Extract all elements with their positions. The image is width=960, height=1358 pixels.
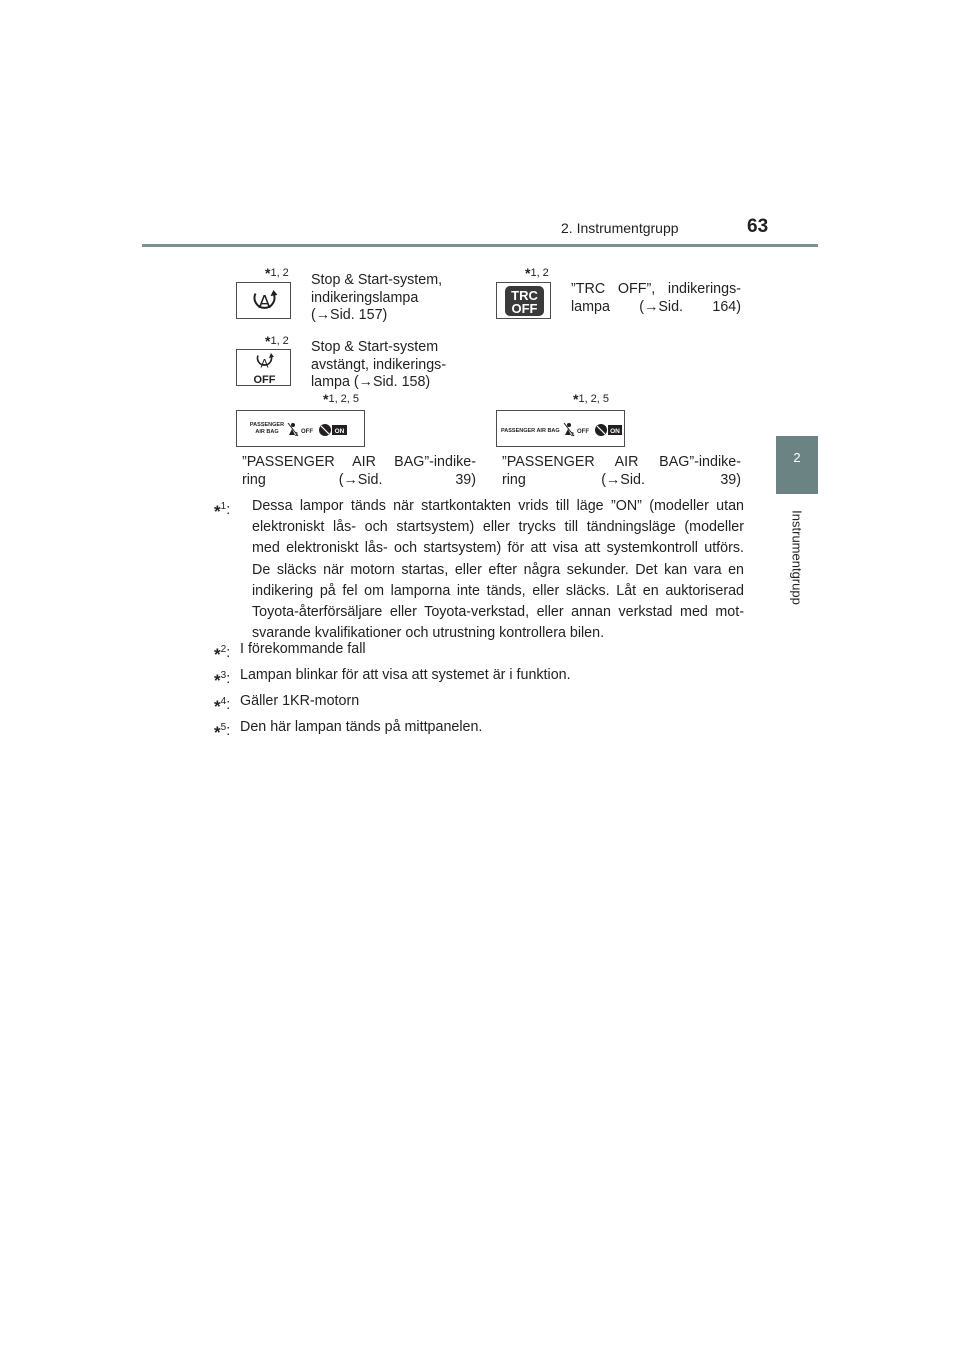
svg-text:ON: ON — [610, 428, 620, 435]
svg-text:ON: ON — [334, 428, 345, 435]
indicator-superscript: *1, 2, 5 — [323, 391, 360, 407]
footnote: *$^3$: Lampan blinkar för att visa att systemet är i funktion. — [214, 667, 571, 690]
airbag-off-symbol — [564, 423, 574, 438]
footnote: *$^1$: Dessa lampor tänds när startkontakten vrids till läge ”ON” (modeller utan elektroniskt lås- och startsystem) eller trycks till tändningsläge (modeller med elektroniskt lås- och startsystem) för att visa att systemkontroll utförs. De släcks när motorn startas, eller efter några sekunder. Det kan vara en indikering på fel om lamporna inte tänds, eller släcks. Låt en auktoriserad Toyota-återförsäljare eller Toyota-verkstad, eller annan verkstad med mot- svarande kvalifikationer och utrustning kontrollera bilen. — [214, 498, 744, 642]
airbag-off-symbol — [288, 423, 298, 438]
trc-off-icon — [496, 282, 551, 319]
svg-text:TRC: TRC — [511, 288, 538, 303]
chapter-tab-label: Instrumentgrupp — [789, 510, 805, 605]
svg-text:OFF: OFF — [253, 374, 276, 386]
indicator-superscript: *1, 2, 5 — [573, 391, 610, 407]
svg-text:2: 2 — [571, 432, 574, 438]
stop-start-a-icon — [236, 282, 291, 319]
svg-text:PASSENGER: PASSENGER — [249, 422, 285, 428]
svg-text:A: A — [258, 292, 271, 312]
indicator-description: ”PASSENGER AIR BAG”-indike- ring (→Sid. 39) — [502, 454, 741, 488]
indicator-description: Stop & Start-system avstängt, indikerings- lampa (→Sid. 158) — [311, 339, 447, 390]
indicator-description: Stop & Start-system, indikeringslampa (→Sid. 157) — [311, 272, 443, 323]
indicator-description: ”TRC OFF”, indikerings- lampa (→Sid. 164) — [571, 281, 741, 315]
svg-text:AIR BAG: AIR BAG — [255, 429, 279, 435]
svg-text:2: 2 — [295, 432, 298, 438]
footnote: *$^5$: Den här lampan tänds på mittpanelen. — [214, 719, 483, 742]
footnote: *$^4$: Gäller 1KR-motorn — [214, 693, 360, 716]
svg-text:OFF: OFF — [301, 429, 313, 435]
header-divider — [142, 244, 818, 247]
svg-text:PASSENGER AIR BAG: PASSENGER AIR BAG — [501, 428, 560, 434]
svg-text:OFF: OFF — [577, 429, 589, 435]
chapter-tab-number: 2 — [793, 450, 801, 465]
page-number: 63 — [747, 216, 769, 237]
svg-text:OFF: OFF — [511, 301, 538, 316]
indicator-superscript: *1, 2 — [265, 265, 289, 281]
indicator-superscript: *1, 2 — [265, 333, 289, 349]
stop-start-off-icon — [236, 349, 291, 386]
passenger-airbag-panel-icon — [236, 410, 365, 447]
passenger-airbag-panel-icon — [496, 410, 625, 447]
indicator-description: ”PASSENGER AIR BAG”-indike- ring (→Sid. 39) — [242, 454, 476, 488]
footnote: *$^2$: I förekommande fall — [214, 641, 366, 664]
section-title: 2. Instrumentgrupp — [561, 220, 679, 236]
svg-text:A: A — [260, 356, 269, 371]
indicator-superscript: *1, 2 — [525, 265, 549, 281]
